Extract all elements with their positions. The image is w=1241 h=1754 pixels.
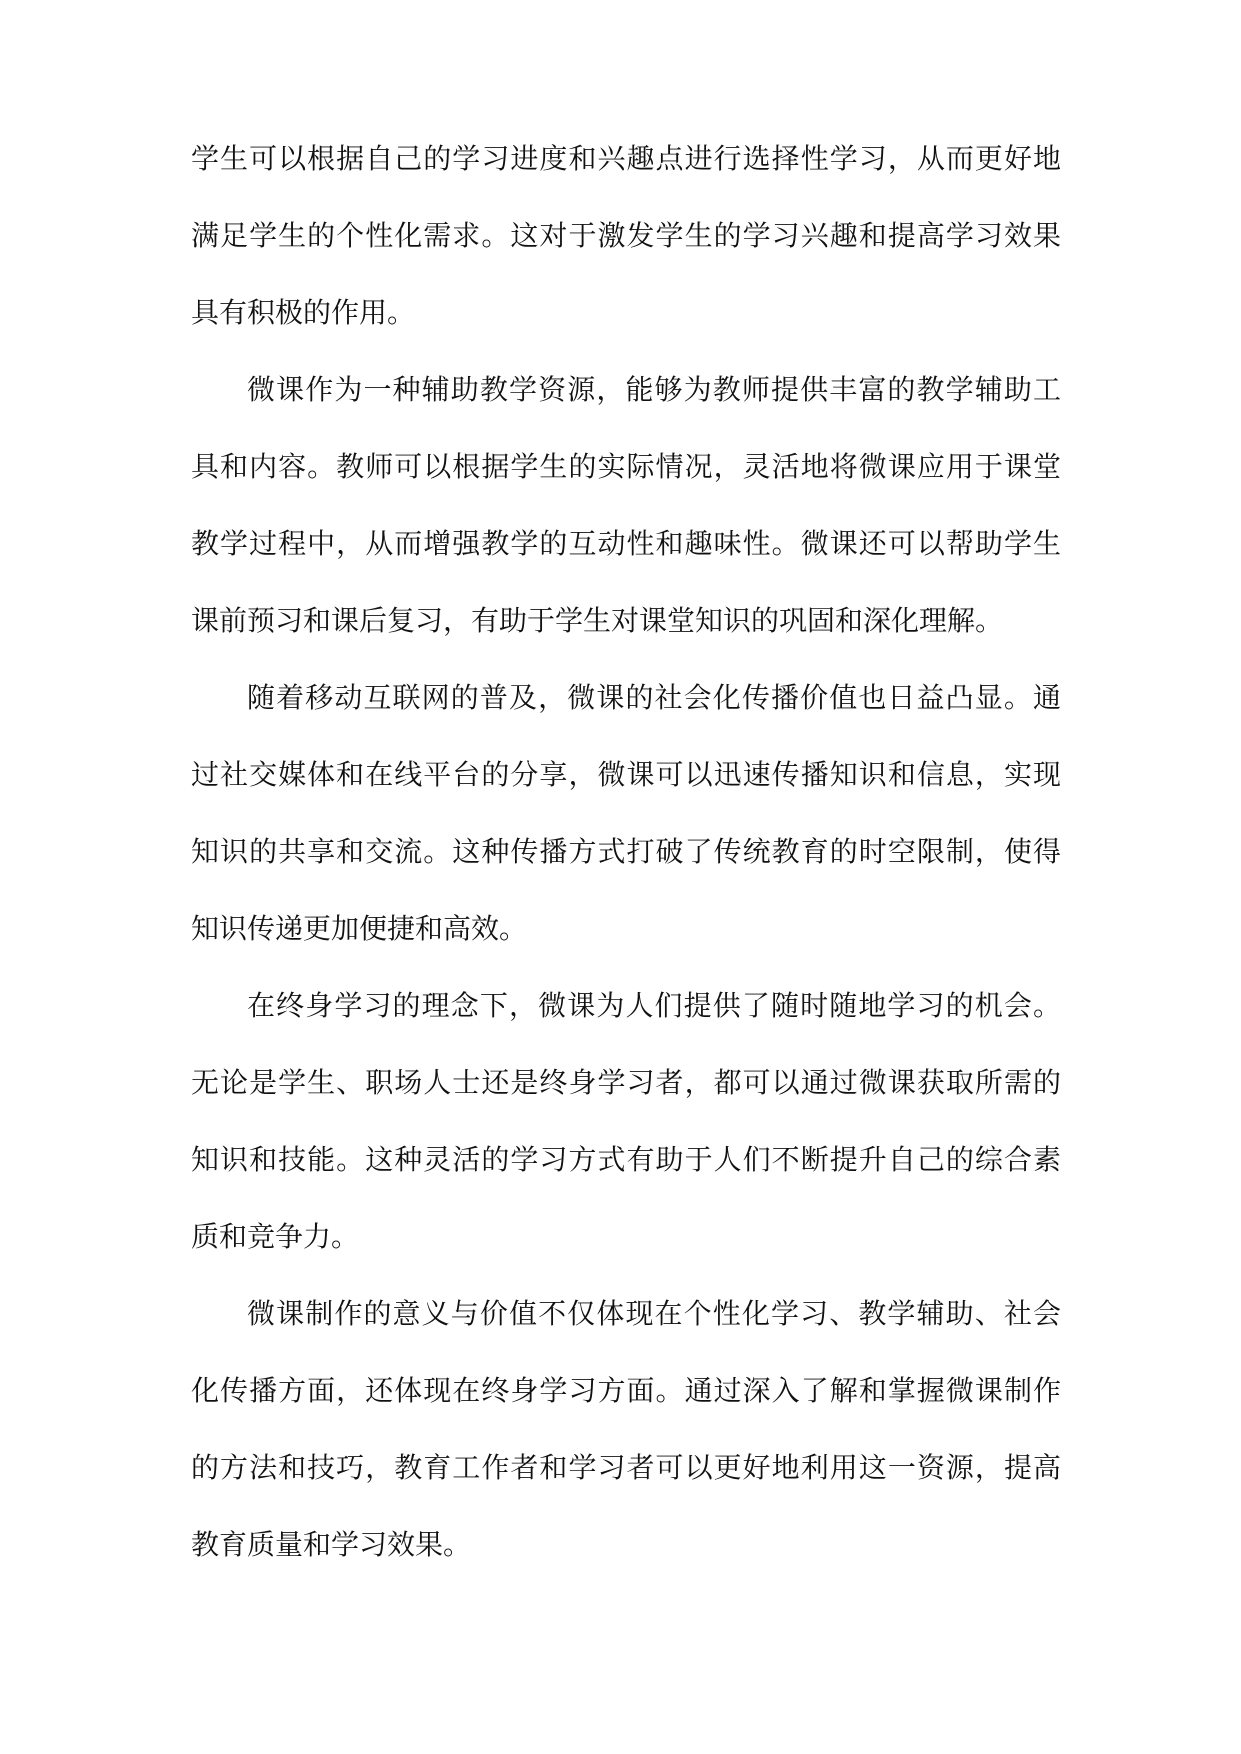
text-line: 满足学生的个性化需求。这对于激发学生的学习兴趣和提高学习效果	[191, 219, 1061, 252]
paragraph-3	[191, 678, 1061, 948]
text-line: 在终身学习的理念下，微课为人们提供了随时随地学习的机会。	[247, 989, 1061, 1022]
text-line: 随着移动互联网的普及，微课的社会化传播价值也日益凸显。通	[247, 681, 1061, 714]
text-line: 化传播方面，还体现在终身学习方面。通过深入了解和掌握微课制作	[191, 1374, 1061, 1407]
document-body	[191, 139, 1061, 1602]
text-line: 课前预习和课后复习，有助于学生对课堂知识的巩固和深化理解。	[191, 604, 1004, 637]
text-line: 知识传递更加便捷和高效。	[191, 912, 528, 945]
text-line: 知识的共享和交流。这种传播方式打破了传统教育的时空限制，使得	[191, 835, 1061, 868]
paragraph-1	[191, 139, 1061, 332]
text-line: 微课作为一种辅助教学资源，能够为教师提供丰富的教学辅助工	[247, 373, 1061, 406]
paragraph-2	[191, 370, 1061, 640]
text-line: 教学过程中，从而增强教学的互动性和趣味性。微课还可以帮助学生	[191, 527, 1061, 560]
text-line: 的方法和技巧，教育工作者和学习者可以更好地利用这一资源，提高	[191, 1451, 1061, 1484]
paragraph-5	[191, 1294, 1061, 1564]
text-line: 教育质量和学习效果。	[191, 1528, 472, 1561]
text-line: 具有积极的作用。	[191, 296, 416, 329]
text-line: 微课制作的意义与价值不仅体现在个性化学习、教学辅助、社会	[247, 1297, 1061, 1330]
text-line: 学生可以根据自己的学习进度和兴趣点进行选择性学习，从而更好地	[191, 142, 1061, 175]
text-line: 具和内容。教师可以根据学生的实际情况，灵活地将微课应用于课堂	[191, 450, 1061, 483]
text-line: 质和竞争力。	[191, 1220, 360, 1253]
text-line: 无论是学生、职场人士还是终身学习者，都可以通过微课获取所需的	[191, 1066, 1061, 1099]
text-line: 知识和技能。这种灵活的学习方式有助于人们不断提升自己的综合素	[191, 1143, 1061, 1176]
text-line: 过社交媒体和在线平台的分享，微课可以迅速传播知识和信息，实现	[191, 758, 1061, 791]
paragraph-4	[191, 986, 1061, 1256]
